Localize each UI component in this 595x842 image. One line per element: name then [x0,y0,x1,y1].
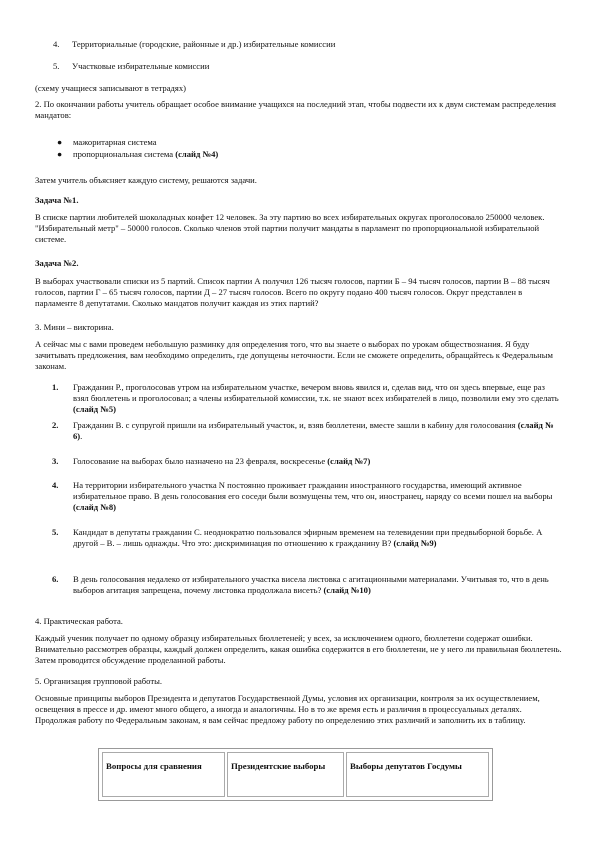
section-4-text: Каждый ученик получает по одному образцу избирательных бюллетеней; у всех, за исключением одного, бюллетени содержат ошибки. Внимательно рассмотрев образцы, каждый должен определить, какая ошибка содержится в его бюллетени, не у него ли правильная бюллетень. Затем проводится обсуждение проделанной работы. [35,633,562,666]
task-1-title: Задача №1. [35,195,79,205]
section-4-title: 4. Практическая работа. [35,616,123,626]
table-header-cell: Выборы депутатов Госдумы [346,752,489,797]
document-page: 4. Территориальные (городские, районные и др.) избирательные комиссии 5. Участковые избирательные комиссии (схему учащиеся записывают в тетрадях) 2. По окончании работы учитель обращает особое внимание учащихся на последний этап, чтобы подвести их к двум системам распределения мандатов: ● мажоритарная система ● пропорциональная система (слайд №4) Затем учитель объясняет каждую систему, решаются задачи. Задача №1. В списке партии любителей шоколадных конфет 12 человек. За эту партию во всех избирательных округах проголосовало 250000 человек. "Избирательный метр" – 50000 голосов. Сколько членов этой партии получит мандаты в парламент по пропорциональной избирательной системе. Задача №2. В выборах участвовали списки из 5 партий. Список партии А получил 126 тысяч голосов, партии Б – 94 тысяч голосов, партии В – 88 тысяч голосов, партии Г – 65 тысяч голосов, партии Д – 27 тысяч голосов. Всего по округу подано 400 тысяч голосов. Округ представлен в парламенте 8 депутатами. Сколько мандатов получит каждая из этих партий? 3. Мини – викторина. А сейчас мы с вами проведем небольшую разминку для определения того, что вы знаете о выборах по урокам обществознания. Я буду зачитывать предложения, вам необходимо определить, где допущены неточности. Если не сможете определить, обращайтесь к Федеральным законам. 1. Гражданин Р., проголосовав утром на избирательном участке, вечером вновь явился и, сделав вид, что он здесь впервые, еще раз взял бюллетень и проголосовал; а члены избирательной комиссии, т.к. не знают всех избирателей в лицо, позволили ему это сделать (слайд №5) 2. Гражданин В. с супругой пришли на избирательный участок, и, взяв бюллетени, вместе зашли в кабину для голосования (слайд № 6). 3. Голосование на выборах было назначено на 23 февраля, воскресенье (слайд №7) 4. На территории избирательного участка N постоянно проживает гражданин иностранного государства, имеющий активное избирательное право. В день голосования его соседи были возмущены тем, что он, иностранец, наряду со всеми пошел на выборы (слайд №8) 5. Кандидат в депутаты гражданин С. неоднократно пользовался эфирным временем на телевидении при предвыборной борьбе. А другой – В. – лишь однажды. Что это: дискриминация по отношению к гражданину В? (слайд №9) 6. В день голосования недалеко от избирательного участка висела листовка с агитационными материалами. Учитывая то, что в день выборов агитация запрещена, почему листовка продолжала висеть? (слайд №10) 4. Практическая работа. Каждый ученик получает по одному образцу избирательных бюллетеней; у всех, за исключением одного, бюллетени содержат ошибки. Внимательно рассмотрев образцы, каждый должен определить, какая ошибка содержится в его бюллетени, не у него ли правильная бюллетень. Затем проводится обсуждение проделанной работы. 5. Организация групповой работы. Основные принципы выборов Президента и депутатов Государственной Думы, условия их организации, контроля за их осуществлением, освещения в прессе и др. имеют много общего, а иногда и аналогичны. Но в то же время есть и различия в процессуальных деталях. Продолжая работу по Федеральным законам, я вам сейчас предложу работу по определению этих различий и заполнить их в таблицу. Вопросы для сравнения Президентские выборы Выборы депутатов Госдумы [0,0,595,842]
section-5-text: Основные принципы выборов Президента и депутатов Государственной Думы, условия их организации, контроля за их осуществлением, освещения в прессе и др. имеют много общего, а иногда и аналогичны. Но в то же время есть и различия в процессуальных деталях. Продолжая работу по Федеральным законам, я вам сейчас предложу работу по определению этих различий и заполнить их в таблицу. [35,693,540,726]
table-header-cell: Вопросы для сравнения [102,752,225,797]
section-5-title: 5. Организация групповой работы. [35,676,163,686]
bullet-icon: ● [57,149,63,159]
table-header-cell: Президентские выборы [227,752,344,797]
paragraph-2: 2. По окончании работы учитель обращает особое внимание учащихся на последний этап, чтобы подвести их к двум системам распределения мандатов: [35,99,556,121]
comparison-table [98,748,493,801]
explain-text: Затем учитель объясняет каждую систему, решаются задачи. [35,175,257,185]
task-1-text: В списке партии любителей шоколадных конфет 12 человек. За эту партию во всех избирательных округах проголосовало 250000 человек. "Избирательный метр" – 50000 голосов. Сколько членов этой партии получит мандаты в парламент по пропорциональной избирательной системе. [35,212,545,245]
section-3-intro: А сейчас мы с вами проведем небольшую разминку для определения того, что вы знаете о выборах по урокам обществознания. Я буду зачитывать предложения, вам необходимо определить, где допущены неточности. Если не сможете определить, обращайтесь к Федеральным законам. [35,339,553,372]
task-2-title: Задача №2. [35,258,79,268]
schema-note: (схему учащиеся записывают в тетрадях) [35,83,187,93]
section-3-title: 3. Мини – викторина. [35,322,114,332]
task-2-text: В выборах участвовали списки из 5 партий. Список партии А получил 126 тысяч голосов, партии Б – 94 тысяч голосов, партии В – 88 тысяч голосов, партии Г – 65 тысяч голосов, партии Д – 27 тысяч голосов. Всего по округу подано 400 тысяч голосов. Округ представлен в парламенте 8 депутатами. Сколько мандатов получит каждая из этих партий? [35,276,550,309]
bullet-icon: ● [57,137,63,147]
